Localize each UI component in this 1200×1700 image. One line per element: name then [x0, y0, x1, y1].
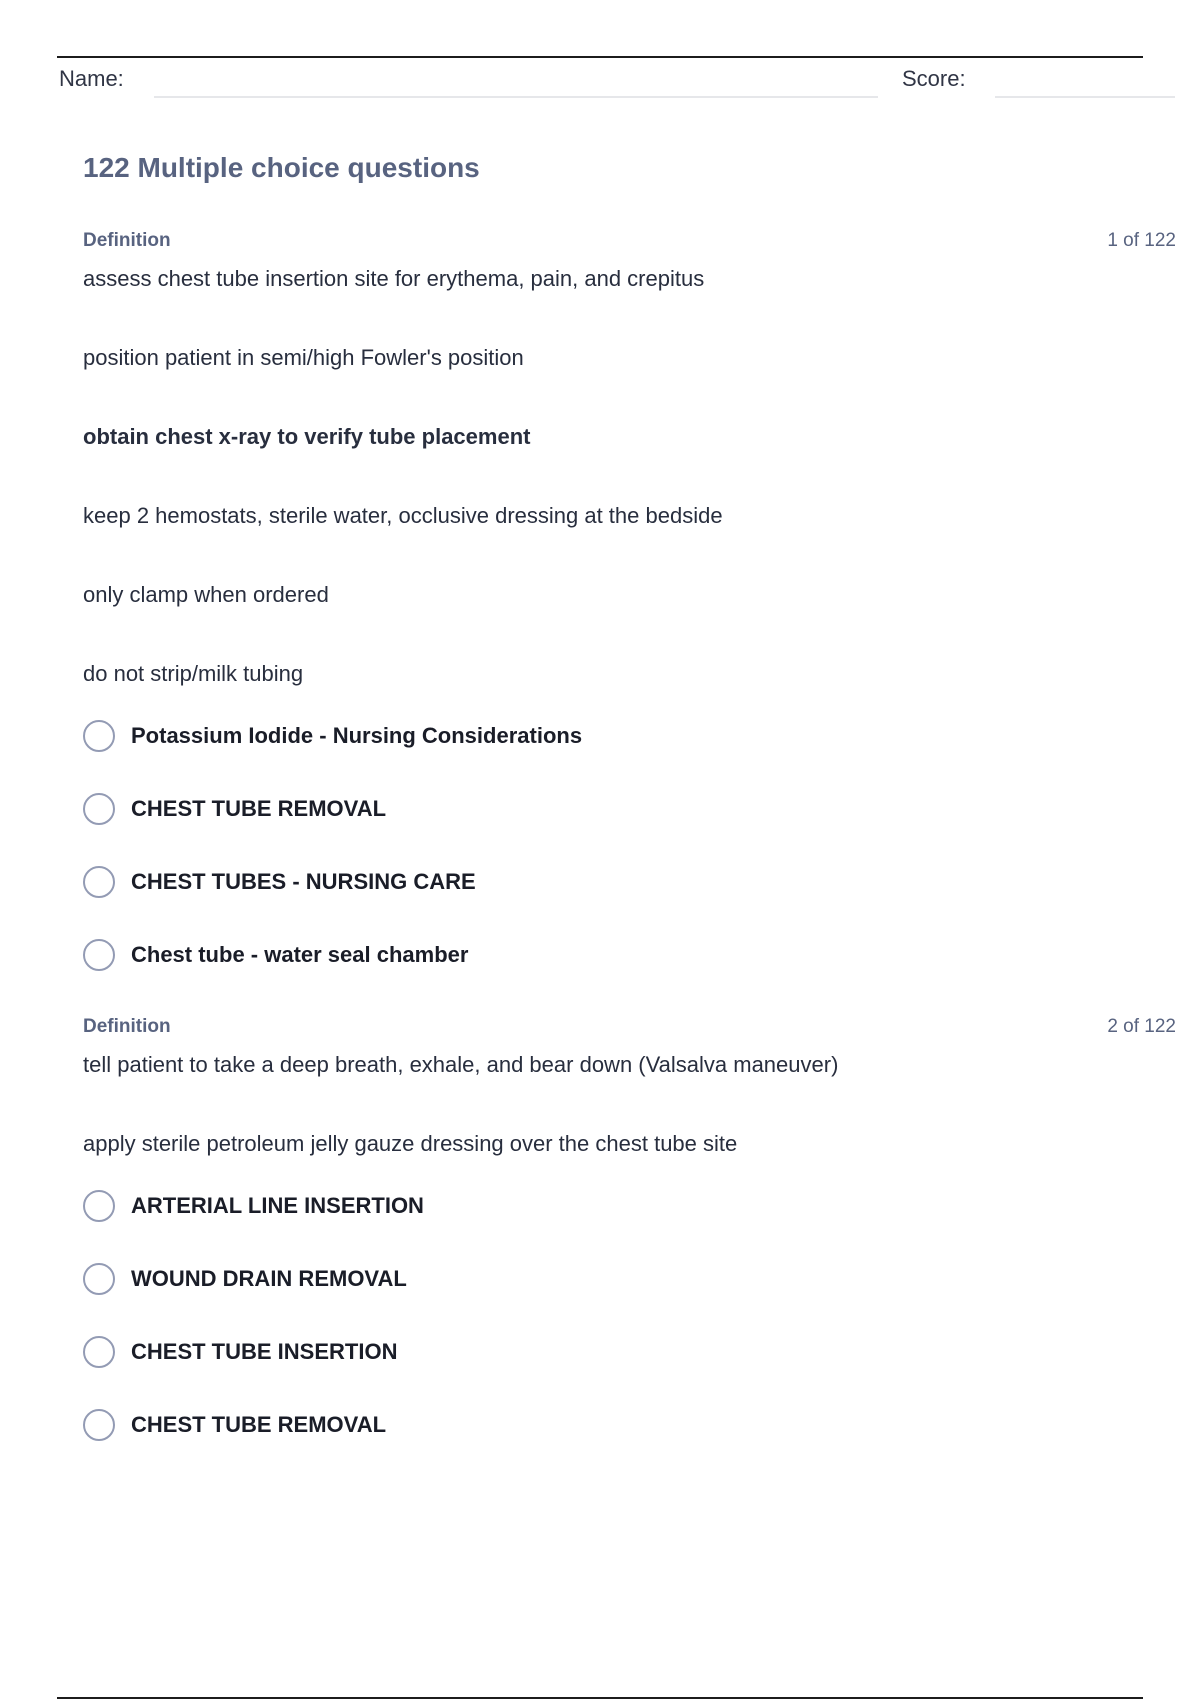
answer-option[interactable]: [83, 1333, 397, 1371]
radio-button-icon[interactable]: [83, 1190, 115, 1222]
score-label: Score:: [902, 66, 966, 91]
radio-button-icon[interactable]: [83, 939, 115, 971]
quiz-title: 122 Multiple choice questions: [83, 152, 480, 183]
definition-line: keep 2 hemostats, sterile water, occlusive dressing at the bedside: [83, 503, 723, 528]
top-divider: [57, 56, 1143, 58]
radio-button-icon[interactable]: [83, 1409, 115, 1441]
radio-button-icon[interactable]: [83, 793, 115, 825]
question-type-label: Definition: [83, 230, 171, 251]
answer-option-label: CHEST TUBE REMOVAL: [131, 1412, 387, 1437]
bottom-divider: [57, 1697, 1143, 1699]
answer-option[interactable]: [83, 1260, 407, 1298]
answer-option-label: Potassium Iodide - Nursing Considerations: [131, 723, 583, 748]
question-type-label: Definition: [83, 1016, 171, 1037]
answer-option-label: CHEST TUBE INSERTION: [131, 1339, 398, 1364]
answer-option-label: ARTERIAL LINE INSERTION: [131, 1193, 424, 1218]
answer-option[interactable]: [83, 790, 386, 828]
answer-option-label: WOUND DRAIN REMOVAL: [131, 1266, 407, 1291]
answer-option-label: Chest tube - water seal chamber: [131, 942, 469, 967]
definition-line: tell patient to take a deep breath, exhale, and bear down (Valsalva maneuver): [83, 1052, 839, 1077]
answer-option[interactable]: [83, 936, 468, 974]
definition-line: do not strip/milk tubing: [83, 661, 304, 686]
worksheet-header: [59, 64, 1179, 104]
answer-option-label: CHEST TUBES - NURSING CARE: [131, 869, 476, 894]
definition-line: assess chest tube insertion site for erythema, pain, and crepitus: [83, 266, 705, 291]
definition-line: only clamp when ordered: [83, 582, 329, 607]
answer-option[interactable]: [83, 1187, 424, 1225]
answer-option[interactable]: [83, 863, 476, 901]
radio-button-icon[interactable]: [83, 866, 115, 898]
question-counter: 2 of 122: [1107, 1016, 1176, 1037]
answer-option-label: CHEST TUBE REMOVAL: [131, 796, 387, 821]
definition-line: apply sterile petroleum jelly gauze dressing over the chest tube site: [83, 1131, 738, 1156]
radio-button-icon[interactable]: [83, 1336, 115, 1368]
answer-option[interactable]: [83, 717, 582, 755]
radio-button-icon[interactable]: [83, 720, 115, 752]
radio-button-icon[interactable]: [83, 1263, 115, 1295]
question-counter: 1 of 122: [1107, 230, 1176, 251]
score-field-line[interactable]: [995, 96, 1175, 98]
name-label: Name:: [59, 66, 124, 91]
answer-option[interactable]: [83, 1406, 386, 1444]
definition-line: obtain chest x-ray to verify tube placement: [83, 424, 531, 449]
definition-line: position patient in semi/high Fowler's position: [83, 345, 524, 370]
name-field-line[interactable]: [154, 96, 878, 98]
